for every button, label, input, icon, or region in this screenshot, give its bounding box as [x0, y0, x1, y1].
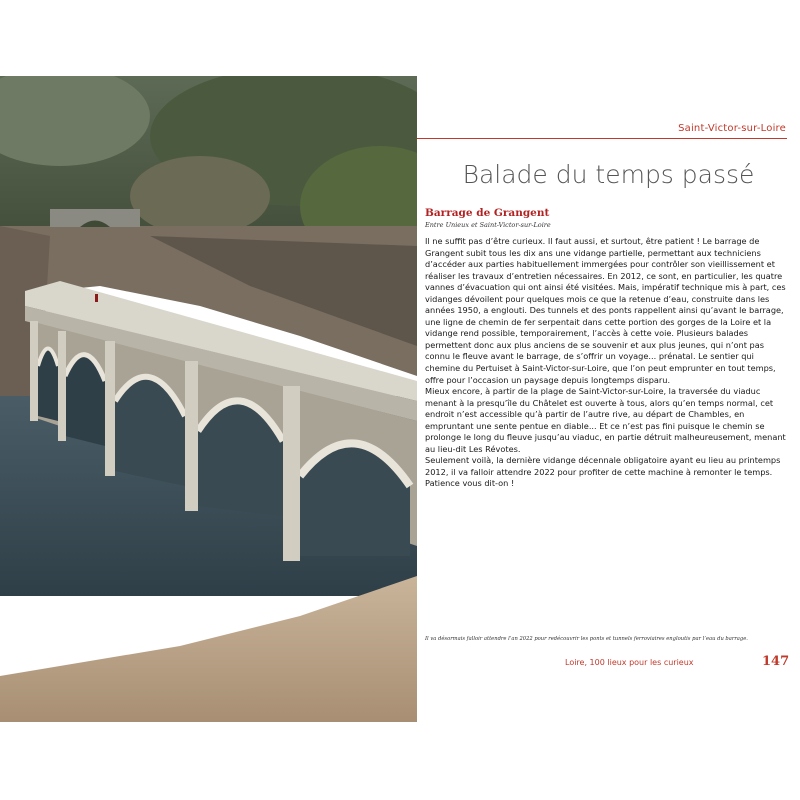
region-label: Saint-Victor-sur-Loire: [678, 123, 786, 134]
section-subheading: Entre Unieux et Saint-Victor-sur-Loire: [425, 221, 551, 229]
article-body: [425, 236, 787, 490]
photo-caption: Il va désormais falloir attendre l’an 2022 pour redécouvrir les ponts et tunnels ferroviaires engloutis par l’eau du barrage.: [425, 636, 748, 642]
page-number: 147: [762, 654, 790, 669]
section-heading: Barrage de Grangent: [425, 207, 550, 219]
header-rule: [417, 138, 787, 139]
text-page: [417, 76, 800, 722]
viaduct-photo: [0, 76, 417, 722]
paragraph: Il ne suffit pas d’être curieux. Il faut aussi, et surtout, être patient ! Le barrage de Grangent subit tous les dix ans une vidange partielle, permettant aux techniciens d’accéder aux parties habituellement immergées pour contrôler son vieillissement et réaliser les travaux d’entretien nécessaires. En 2012, ce sont, en particulier, les quatre vannes d’évacuation qui ont ainsi été visitées. Mais, impératif technique mis à part, ces vidanges dévoilent pour quelques mois ce que la retenue d’eau, construite dans les années 1950, a englouti. Des tunnels et des ponts rappellent ainsi qu’avant le barrage, une ligne de chemin de fer serpentait dans cette portion des gorges de la Loire et la vidange rend possible, temporairement, l’accès à cette voie. Plusieurs balades permettent donc aux plus anciens de se souvenir et aux plus jeunes, qui n’ont pas connu le fleuve avant le barrage, de s’offrir un voyage... prénatal. Le sentier qui chemine du Pertuiset à Saint-Victor-sur-Loire, que l’on peut emprunter en tout temps, offre pour l’occasion un paysage depuis longtemps disparu.: [425, 236, 786, 385]
paragraph: Seulement voilà, la dernière vidange décennale obligatoire ayant eu lieu au printemps 2012, il va falloir attendre 2022 pour profiter de cette machine à remonter le temps. Patience vous dit-on !: [425, 455, 781, 489]
page-title: Balade du temps passé: [462, 160, 755, 189]
book-title-footer: Loire, 100 lieux pour les curieux: [565, 658, 694, 667]
paragraph: Mieux encore, à partir de la plage de Saint-Victor-sur-Loire, la traversée du viaduc menant à la presqu’île du Châtelet est ouverte à tous, alors qu’en temps normal, cet endroit n’est accessible qu’à partir de l’autre rive, au départ de Chambles, en empruntant une sente pentue en diable... Et ce n’est pas fini puisque le chemin se prolonge le long du fleuve jusqu’au viaduc, en partie détruit malheureusement, menant au lieu-dit Les Révotes.: [425, 386, 786, 454]
